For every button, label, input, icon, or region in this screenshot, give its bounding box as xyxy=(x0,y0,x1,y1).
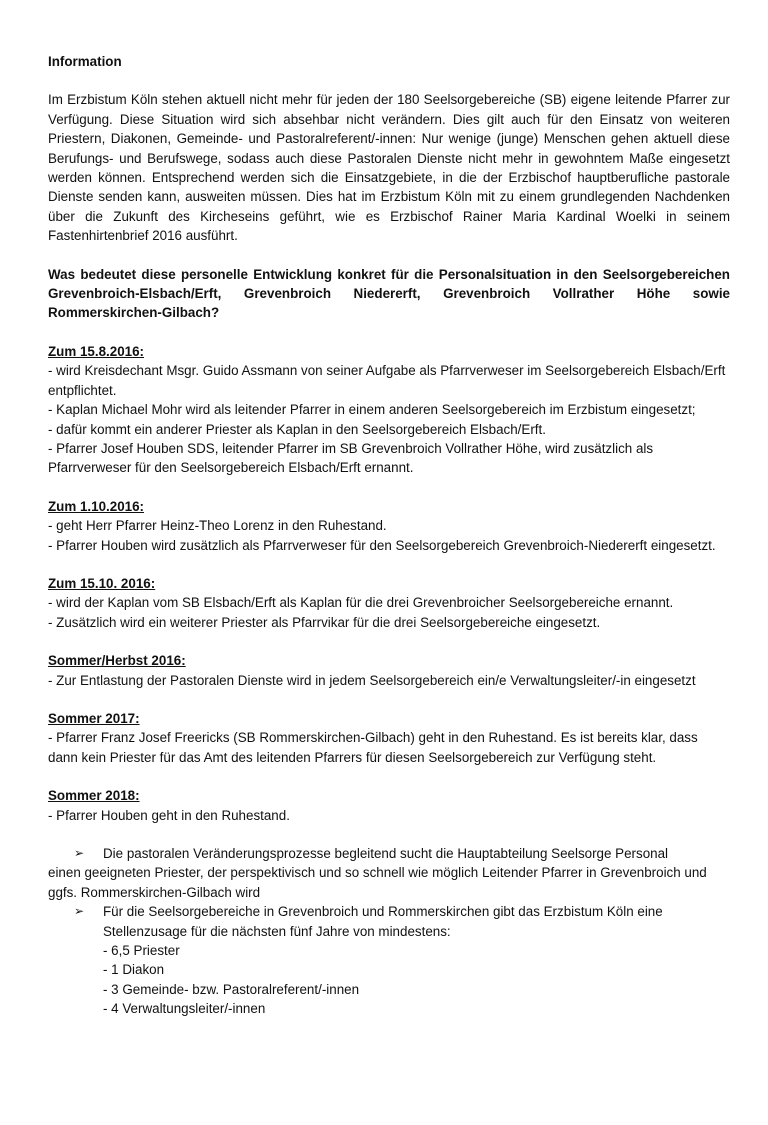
section-15-8-2016 xyxy=(48,342,730,478)
section-line: - dafür kommt ein anderer Priester als Kaplan in den Seelsorgebereich Elsbach/Erft. xyxy=(48,421,546,437)
section-sommer-2017 xyxy=(48,709,730,767)
section-line: - Kaplan Michael Mohr wird als leitender Pfarrer in einem anderen Seelsorgebereich im Erzbistum eingesetzt; xyxy=(48,402,696,418)
section-line: - Pfarrer Houben wird zusätzlich als Pfarrverweser für den Seelsorgebereich Grevenbroich-Niedererft eingesetzt. xyxy=(48,537,716,553)
bullet-item xyxy=(48,902,730,1018)
sublist-item: - 1 Diakon xyxy=(103,962,165,978)
bullet-text-continuation: einen geeigneten Priester, der perspektivisch und so schnell wie möglich Leitender Pfarrer in Grevenbroich und ggfs. Rommerskirchen-Gilbach wird xyxy=(48,865,707,900)
bullet-text-first-line: Die pastoralen Veränderungsprozesse begleitend sucht die Hauptabteilung Seelsorge Personal xyxy=(103,846,669,861)
section-line: - Pfarrer Houben geht in den Ruhestand. xyxy=(48,807,290,823)
staffing-sublist xyxy=(48,941,730,1019)
section-title: Sommer 2018: xyxy=(48,788,140,804)
intro-paragraph: Im Erzbistum Köln stehen aktuell nicht mehr für jeden der 180 Seelsorgebereiche (SB) eigene leitende Pfarrer zur Verfügung. Diese Situation wird sich absehbar nicht verändern. Dies gilt auch für den Einsatz von weiteren Priestern, Diakonen, Gemeinde- und Pastoralreferent/-innen: Nur wenige (junge) Menschen gehen aktuell diese Berufungs- und Berufswege, sodass auch diese Pastoralen Dienste nicht mehr in gewohntem Maße eingesetzt werden können. Entsprechend werden sich die Einsatzgebiete, in die der Erzbischof hauptberufliche pastorale Dienste senden kann, ausweiten müssen. Dies hat im Erzbistum Köln mit zu einem grundlegenden Nachdenken über die Zukunft des Kircheseins geführt, wie es Erzbischof Rainer Maria Kardinal Woelki in seinem Fastenhirtenbrief 2016 ausführt. xyxy=(48,92,730,244)
sublist-item: - 6,5 Priester xyxy=(103,943,180,959)
section-line: - Pfarrer Franz Josef Freericks (SB Rommerskirchen-Gilbach) geht in den Ruhestand. Es ist bereits klar, dass dann kein Priester für das Amt des leitenden Pfarrers für diesen Seelsorgebereich zur Verfügung steht. xyxy=(48,730,698,765)
bullet-item xyxy=(48,844,730,902)
section-1-10-2016 xyxy=(48,497,730,555)
section-line: - wird Kreisdechant Msgr. Guido Assmann von seiner Aufgabe als Pfarrverweser im Seelsorgebereich Elsbach/Erft entpflichtet. xyxy=(48,363,726,398)
sublist-item: - 4 Verwaltungsleiter/-innen xyxy=(103,1001,266,1017)
arrow-bullet-icon: ➢ xyxy=(74,904,85,919)
section-title: Sommer 2017: xyxy=(48,710,140,726)
section-title: Zum 15.10. 2016: xyxy=(48,575,156,591)
section-line: - wird der Kaplan vom SB Elsbach/Erft als Kaplan für die drei Grevenbroicher Seelsorgebereiche ernannt. xyxy=(48,595,674,611)
document-page xyxy=(48,52,730,1019)
sublist-item: - 3 Gemeinde- bzw. Pastoralreferent/-innen xyxy=(103,981,360,997)
section-title: Sommer/Herbst 2016: xyxy=(48,653,186,669)
section-sommer-2018 xyxy=(48,786,730,825)
section-line: - Pfarrer Josef Houben SDS, leitender Pfarrer im SB Grevenbroich Vollrather Höhe, wird zusätzlich als Pfarrverweser für den Seelsorgebereich Elsbach/Erft ernannt. xyxy=(48,440,654,476)
section-line: - geht Herr Pfarrer Heinz-Theo Lorenz in den Ruhestand. xyxy=(48,518,387,534)
question-paragraph: Was bedeutet diese personelle Entwicklung konkret für die Personalsituation in den Seelsorgebereichen Grevenbroich-Elsbach/Erft, Grevenbroich Niedererft, Grevenbroich Vollrather Höhe sowie Rommerskirchen-Gilbach? xyxy=(48,266,730,321)
section-sommer-herbst-2016 xyxy=(48,651,730,690)
section-line: - Zur Entlastung der Pastoralen Dienste wird in jedem Seelsorgebereich ein/e Verwaltungsleiter/-in eingesetzt xyxy=(48,672,696,688)
document-heading: Information xyxy=(48,54,122,69)
section-title: Zum 1.10.2016: xyxy=(48,498,145,514)
section-line: - Zusätzlich wird ein weiterer Priester als Pfarrvikar für die drei Seelsorgebereiche eingesetzt. xyxy=(48,614,601,630)
arrow-bullet-icon: ➢ xyxy=(74,846,85,860)
section-15-10-2016 xyxy=(48,574,730,632)
bullet-text: Für die Seelsorgebereiche in Grevenbroich und Rommerskirchen gibt das Erzbistum Köln eine Stellenzusage für die nächsten fünf Jahre von mindestens: xyxy=(103,904,663,939)
section-title: Zum 15.8.2016: xyxy=(48,343,145,359)
bullet-list xyxy=(48,844,730,1019)
